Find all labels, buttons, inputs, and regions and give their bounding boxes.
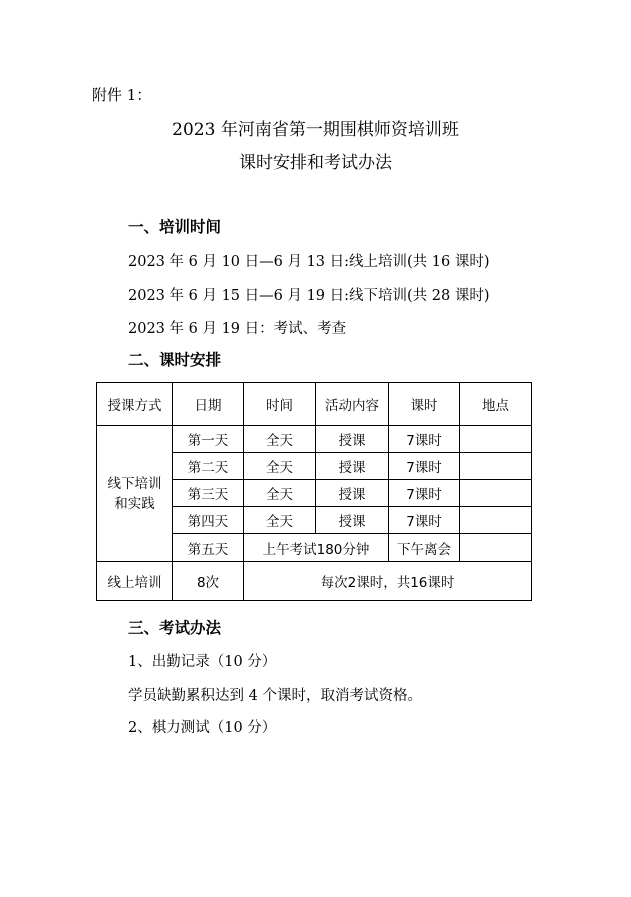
- cell-content: 授课: [316, 507, 389, 534]
- table-row: [97, 426, 532, 453]
- header-date: 日期: [173, 383, 244, 426]
- header-place: 地点: [460, 383, 532, 426]
- header-mode: 授课方式: [97, 383, 173, 426]
- cell-place: [460, 426, 532, 453]
- training-time-exam: 2023 年 6 月 19 日：考试、考查: [128, 321, 347, 337]
- cell-morning-exam: 上午考试180分钟: [244, 534, 389, 562]
- header-hours: 课时: [389, 383, 460, 426]
- cell-place: [460, 480, 532, 507]
- cell-content: 授课: [316, 480, 389, 507]
- exam-item-skill-test: 2、棋力测试（10 分）: [128, 720, 277, 736]
- exam-item-attendance: 1、出勤记录（10 分）: [128, 654, 277, 670]
- section-heading-training-time: 一、培训时间: [128, 218, 222, 236]
- header-time: 时间: [244, 383, 316, 426]
- cell-hours: 7课时: [389, 507, 460, 534]
- cell-time: 全天: [244, 453, 316, 480]
- cell-hours: 7课时: [389, 453, 460, 480]
- table-header-row: [97, 383, 532, 426]
- cell-date: 第五天: [173, 534, 244, 562]
- cell-date: 第三天: [173, 480, 244, 507]
- cell-date: 第四天: [173, 507, 244, 534]
- document-title: 2023 年河南省第一期围棋师资培训班: [172, 120, 459, 140]
- cell-time: 全天: [244, 426, 316, 453]
- cell-session-count: 8次: [173, 562, 244, 601]
- cell-time: 全天: [244, 507, 316, 534]
- cell-date: 第一天: [173, 426, 244, 453]
- cell-place: [460, 507, 532, 534]
- cell-content: 授课: [316, 426, 389, 453]
- training-time-online: 2023 年 6 月 10 日—6 月 13 日:线上培训(共 16 课时): [128, 254, 490, 270]
- section-heading-schedule: 二、课时安排: [128, 351, 222, 369]
- schedule-table: [96, 382, 532, 601]
- section-heading-exam-method: 三、考试办法: [128, 619, 222, 637]
- exam-attendance-rule: 学员缺勤累积达到 4 个课时，取消考试资格。: [128, 688, 422, 704]
- header-content: 活动内容: [316, 383, 389, 426]
- cell-hours: 7课时: [389, 426, 460, 453]
- document-subtitle: 课时安排和考试办法: [239, 153, 392, 173]
- online-training-cell: 线上培训: [97, 562, 173, 601]
- attachment-label: 附件 1：: [92, 86, 152, 104]
- cell-place: [460, 534, 532, 562]
- table-row: [97, 562, 532, 601]
- cell-time: 全天: [244, 480, 316, 507]
- cell-online-detail: 每次2课时，共16课时: [244, 562, 532, 601]
- cell-hours: 7课时: [389, 480, 460, 507]
- cell-place: [460, 453, 532, 480]
- cell-afternoon: 下午离会: [389, 534, 460, 562]
- offline-training-cell: 线下培训和实践: [97, 426, 173, 562]
- cell-content: 授课: [316, 453, 389, 480]
- cell-date: 第二天: [173, 453, 244, 480]
- training-time-offline: 2023 年 6 月 15 日—6 月 19 日:线下培训(共 28 课时): [128, 288, 490, 304]
